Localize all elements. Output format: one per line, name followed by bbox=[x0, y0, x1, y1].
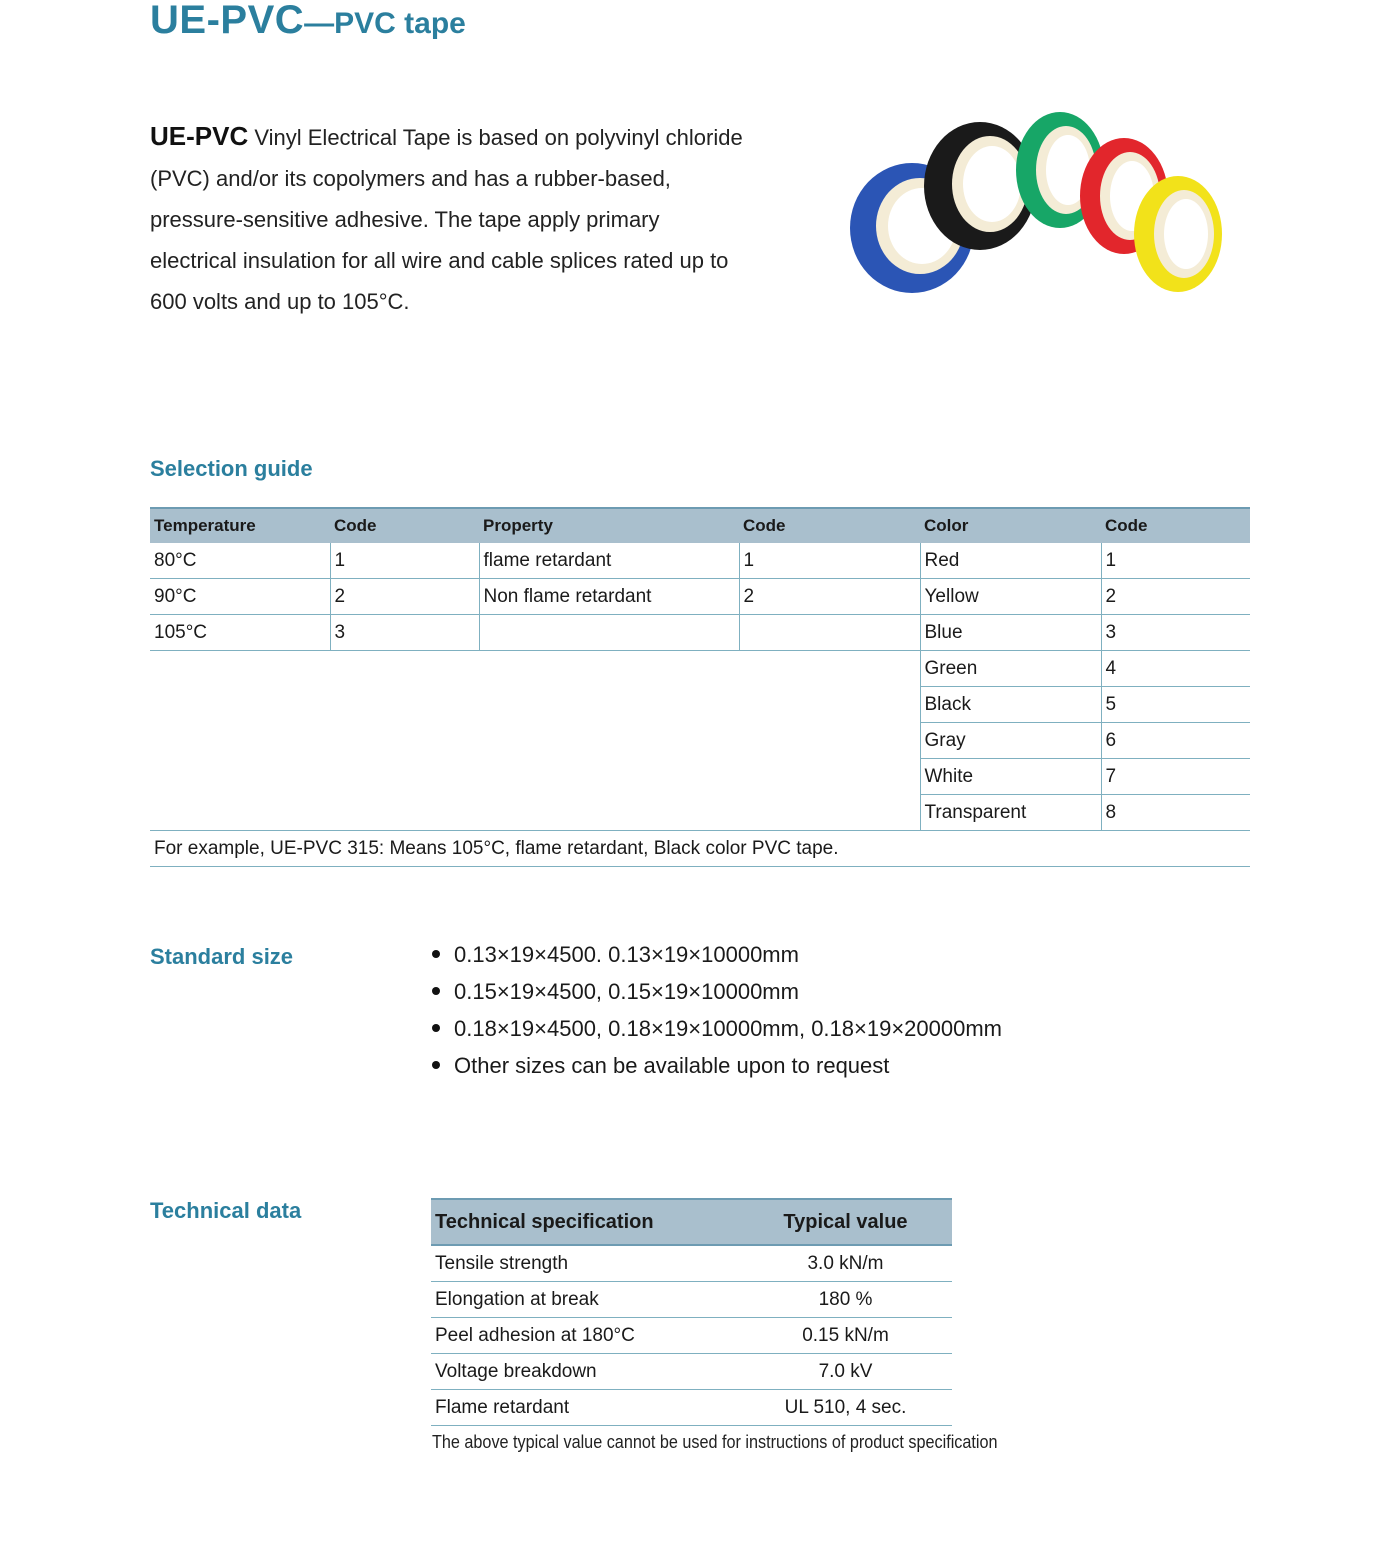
color-cell: Gray bbox=[920, 723, 1101, 759]
color-cell: Transparent bbox=[920, 795, 1101, 831]
spec-cell: Elongation at break bbox=[431, 1282, 739, 1318]
table-row bbox=[150, 723, 1250, 759]
intro-lead: UE-PVC bbox=[150, 121, 249, 151]
page-title bbox=[150, 0, 466, 43]
property-cell: Non flame retardant bbox=[479, 579, 739, 615]
table-row bbox=[150, 651, 1250, 687]
color-cell: Blue bbox=[920, 615, 1101, 651]
temperature-code-cell: 3 bbox=[330, 615, 479, 651]
header-color: Color bbox=[920, 508, 1101, 543]
header-property: Property bbox=[479, 508, 739, 543]
list-item: 0.15×19×4500, 0.15×19×10000mm bbox=[432, 973, 1002, 1010]
header-code: Code bbox=[739, 508, 920, 543]
standard-size-heading: Standard size bbox=[150, 944, 294, 969]
table-row bbox=[150, 579, 1250, 615]
property-cell bbox=[479, 615, 739, 651]
table-row bbox=[150, 687, 1250, 723]
technical-header-row bbox=[431, 1199, 952, 1245]
temperature-code-cell: 2 bbox=[330, 579, 479, 615]
color-code-cell: 4 bbox=[1101, 651, 1250, 687]
table-row bbox=[431, 1245, 952, 1282]
example-row bbox=[150, 831, 1250, 867]
table-row bbox=[150, 759, 1250, 795]
color-code-cell: 7 bbox=[1101, 759, 1250, 795]
tape-roll-yellow bbox=[1134, 176, 1222, 292]
list-item: Other sizes can be available upon to request bbox=[432, 1047, 1002, 1084]
color-cell: White bbox=[920, 759, 1101, 795]
bullet-icon bbox=[432, 1024, 440, 1032]
color-code-cell: 1 bbox=[1101, 543, 1250, 579]
value-cell: 180 % bbox=[739, 1282, 952, 1318]
color-cell: Black bbox=[920, 687, 1101, 723]
value-cell: 0.15 kN/m bbox=[739, 1318, 952, 1354]
list-item: 0.18×19×4500, 0.18×19×10000mm, 0.18×19×20000mm bbox=[432, 1010, 1002, 1047]
property-code-cell: 1 bbox=[739, 543, 920, 579]
page-title-sub: —PVC tape bbox=[304, 7, 466, 40]
color-code-cell: 8 bbox=[1101, 795, 1250, 831]
spec-cell: Peel adhesion at 180°C bbox=[431, 1318, 739, 1354]
value-cell: 3.0 kN/m bbox=[739, 1245, 952, 1282]
list-item: 0.13×19×4500. 0.13×19×10000mm bbox=[432, 936, 1002, 973]
color-cell: Green bbox=[920, 651, 1101, 687]
bullet-icon bbox=[432, 950, 440, 958]
color-code-cell: 5 bbox=[1101, 687, 1250, 723]
technical-data-heading: Technical data bbox=[150, 1198, 302, 1223]
temperature-cell: 80°C bbox=[150, 543, 330, 579]
example-text: For example, UE-PVC 315: Means 105°C, flame retardant, Black color PVC tape. bbox=[150, 831, 1250, 867]
color-cell: Red bbox=[920, 543, 1101, 579]
technical-data-table bbox=[431, 1198, 952, 1426]
spec-cell: Tensile strength bbox=[431, 1245, 739, 1282]
table-row bbox=[431, 1390, 952, 1426]
header-code: Code bbox=[1101, 508, 1250, 543]
selection-guide-heading: Selection guide bbox=[150, 456, 313, 481]
intro-paragraph bbox=[150, 116, 750, 322]
standard-size-list bbox=[432, 936, 1002, 1084]
header-code: Code bbox=[330, 508, 479, 543]
bullet-icon bbox=[432, 987, 440, 995]
temperature-cell: 105°C bbox=[150, 615, 330, 651]
table-row bbox=[431, 1318, 952, 1354]
selection-guide-table bbox=[150, 507, 1250, 867]
spec-cell: Voltage breakdown bbox=[431, 1354, 739, 1390]
color-code-cell: 6 bbox=[1101, 723, 1250, 759]
table-row bbox=[431, 1354, 952, 1390]
header-technical-specification: Technical specification bbox=[431, 1199, 739, 1245]
property-cell: flame retardant bbox=[479, 543, 739, 579]
page-title-main: UE-PVC bbox=[150, 0, 305, 42]
table-row bbox=[150, 543, 1250, 579]
color-code-cell: 3 bbox=[1101, 615, 1250, 651]
intro-text: Vinyl Electrical Tape is based on polyvinyl chloride (PVC) and/or its copolymers and has a rubber-based, pressure-sensitive adhesive. The tape apply primary electrical insulation for all wire and cable splices rated up to 600 volts and up to 105°C. bbox=[150, 125, 743, 314]
property-code-cell bbox=[739, 615, 920, 651]
table-row bbox=[431, 1282, 952, 1318]
selection-header-row bbox=[150, 508, 1250, 543]
temperature-code-cell: 1 bbox=[330, 543, 479, 579]
tape-rolls-image bbox=[840, 110, 1240, 310]
header-temperature: Temperature bbox=[150, 508, 330, 543]
value-cell: UL 510, 4 sec. bbox=[739, 1390, 952, 1426]
spec-cell: Flame retardant bbox=[431, 1390, 739, 1426]
bullet-icon bbox=[432, 1061, 440, 1069]
header-typical-value: Typical value bbox=[739, 1199, 952, 1245]
table-row bbox=[150, 615, 1250, 651]
property-code-cell: 2 bbox=[739, 579, 920, 615]
technical-note: The above typical value cannot be used for instructions of product specification bbox=[432, 1432, 998, 1452]
color-code-cell: 2 bbox=[1101, 579, 1250, 615]
color-cell: Yellow bbox=[920, 579, 1101, 615]
temperature-cell: 90°C bbox=[150, 579, 330, 615]
table-row bbox=[150, 795, 1250, 831]
value-cell: 7.0 kV bbox=[739, 1354, 952, 1390]
